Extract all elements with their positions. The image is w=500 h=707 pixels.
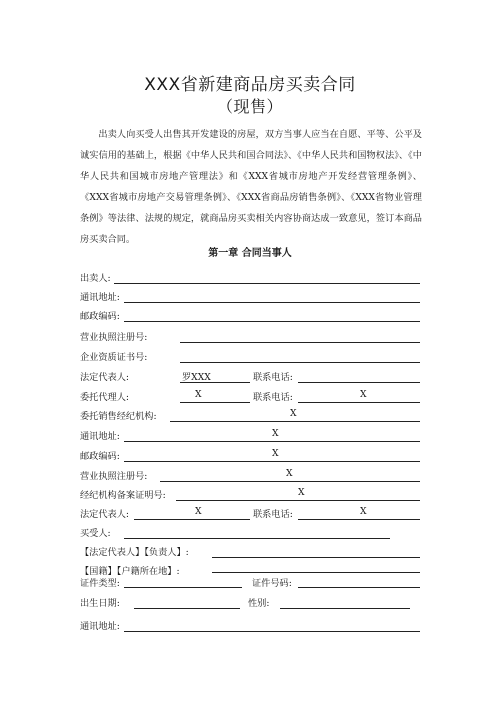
agency-label: 委托销售经纪机构: [80, 411, 157, 422]
buyer-birth-label: 出生日期: [80, 598, 120, 609]
seller-address-field[interactable] [124, 302, 420, 303]
agency-record-label: 经纪机构备案证明号: [80, 490, 166, 501]
seller-qualification-field[interactable] [180, 362, 420, 363]
seller-address-label: 通讯地址: [80, 292, 120, 303]
agency-license-row [80, 466, 420, 484]
buyer-gender-label: 性别: [248, 598, 270, 609]
agency-legal-rep-field[interactable] [134, 519, 250, 520]
buyer-birth-field[interactable] [134, 608, 240, 609]
agency-row [80, 406, 420, 424]
seller-license-field[interactable] [180, 342, 420, 343]
buyer-rep-label: 【法定代表人】【负责人】: [80, 547, 189, 558]
contract-title: XXX省新建商品房买卖合同 [144, 75, 356, 95]
seller-qualification-label: 企业资质证书号: [80, 352, 148, 363]
agency-address-value: X [272, 428, 279, 439]
agency-phone-value: X [360, 506, 367, 517]
buyer-nationality-label: 【国籍】【户籍所在地】: [80, 566, 180, 577]
seller-qualification-row [80, 347, 420, 365]
agency-postcode-value: X [272, 448, 279, 459]
agency-phone-label: 联系电话: [253, 509, 293, 520]
seller-address-row [80, 287, 420, 305]
agency-postcode-field[interactable] [124, 461, 420, 462]
seller-legal-rep-row [80, 367, 420, 385]
contract-subtitle: （现售） [216, 97, 283, 116]
seller-license-label: 营业执照注册号: [80, 332, 148, 343]
buyer-id-number-label: 证件号码: [252, 578, 292, 589]
agency-record-field[interactable] [176, 500, 420, 501]
seller-name-label: 出卖人: [80, 273, 111, 284]
agency-postcode-row [80, 446, 420, 464]
seller-name-field[interactable] [114, 283, 420, 284]
agency-license-label: 营业执照注册号: [80, 471, 148, 482]
buyer-name-row [80, 523, 420, 541]
buyer-gender-field[interactable] [280, 608, 410, 609]
buyer-id-type-label: 证件类型: [80, 578, 120, 589]
buyer-address-row [80, 616, 420, 634]
agency-license-field[interactable] [160, 481, 420, 482]
agency-address-row [80, 426, 420, 444]
seller-name-row [80, 268, 420, 286]
agency-value: X [290, 408, 297, 419]
seller-agent-value: X [195, 389, 202, 400]
buyer-name-label: 买受人: [80, 528, 111, 539]
buyer-address-field[interactable] [124, 631, 420, 632]
seller-postcode-row [80, 306, 420, 324]
seller-agent-phone-field[interactable] [298, 402, 420, 403]
seller-phone-field[interactable] [298, 382, 420, 383]
agency-legal-rep-value: X [195, 506, 202, 517]
agency-address-field[interactable] [124, 441, 420, 442]
agency-field[interactable] [170, 421, 420, 422]
seller-legal-rep-label: 法定代表人: [80, 372, 130, 383]
agency-phone-field[interactable] [298, 519, 420, 520]
agency-legal-rep-row [80, 504, 420, 522]
agency-record-value: X [298, 487, 305, 498]
buyer-id-number-field[interactable] [298, 587, 420, 588]
buyer-birth-row [80, 593, 420, 611]
agency-license-value: X [286, 468, 293, 479]
buyer-rep-field[interactable] [212, 557, 420, 558]
buyer-id-type-field[interactable] [124, 587, 242, 588]
seller-postcode-field[interactable] [124, 321, 420, 322]
agency-legal-rep-label: 法定代表人: [80, 509, 130, 520]
agency-address-label: 通讯地址: [80, 431, 120, 442]
seller-agent-field[interactable] [180, 402, 250, 403]
seller-agent-phone-value: X [360, 389, 367, 400]
seller-phone-label: 联系电话: [253, 372, 293, 383]
buyer-address-label: 通讯地址: [80, 621, 120, 632]
buyer-rep-row [80, 542, 420, 560]
seller-agent-row [80, 387, 420, 405]
agency-record-row [80, 485, 420, 503]
seller-agent-label: 委托代理人: [80, 392, 130, 403]
agency-postcode-label: 邮政编码: [80, 451, 120, 462]
buyer-name-field[interactable] [124, 538, 390, 539]
seller-postcode-label: 邮政编码: [80, 311, 120, 322]
chapter-heading: 第一章 合同当事人 [208, 248, 292, 259]
intro-paragraph: 出卖人向买受人出售其开发建设的房屋，双方当事人应当在自愿、平等、公平及诚实信用的基础上，根据《中华人民共和国合同法》、《中华人民共和国物权法》、《中华人民共和国城市房地产管理法》和《XXX省城市房地产开发经营管理条例》、《XXX省城市房地产交易管理条例》、《XXX省商品房销售条例》、《XXX省物业管理条例》等法律、法规的规定，就商品房买卖相关内容协商达成一致意见，签订本商品房买卖合同。 [80, 129, 422, 245]
buyer-id-row [80, 573, 420, 591]
seller-legal-rep-value: 罗XXX [182, 372, 211, 383]
seller-agent-phone-label: 联系电话: [253, 392, 293, 403]
seller-license-row [80, 327, 420, 345]
